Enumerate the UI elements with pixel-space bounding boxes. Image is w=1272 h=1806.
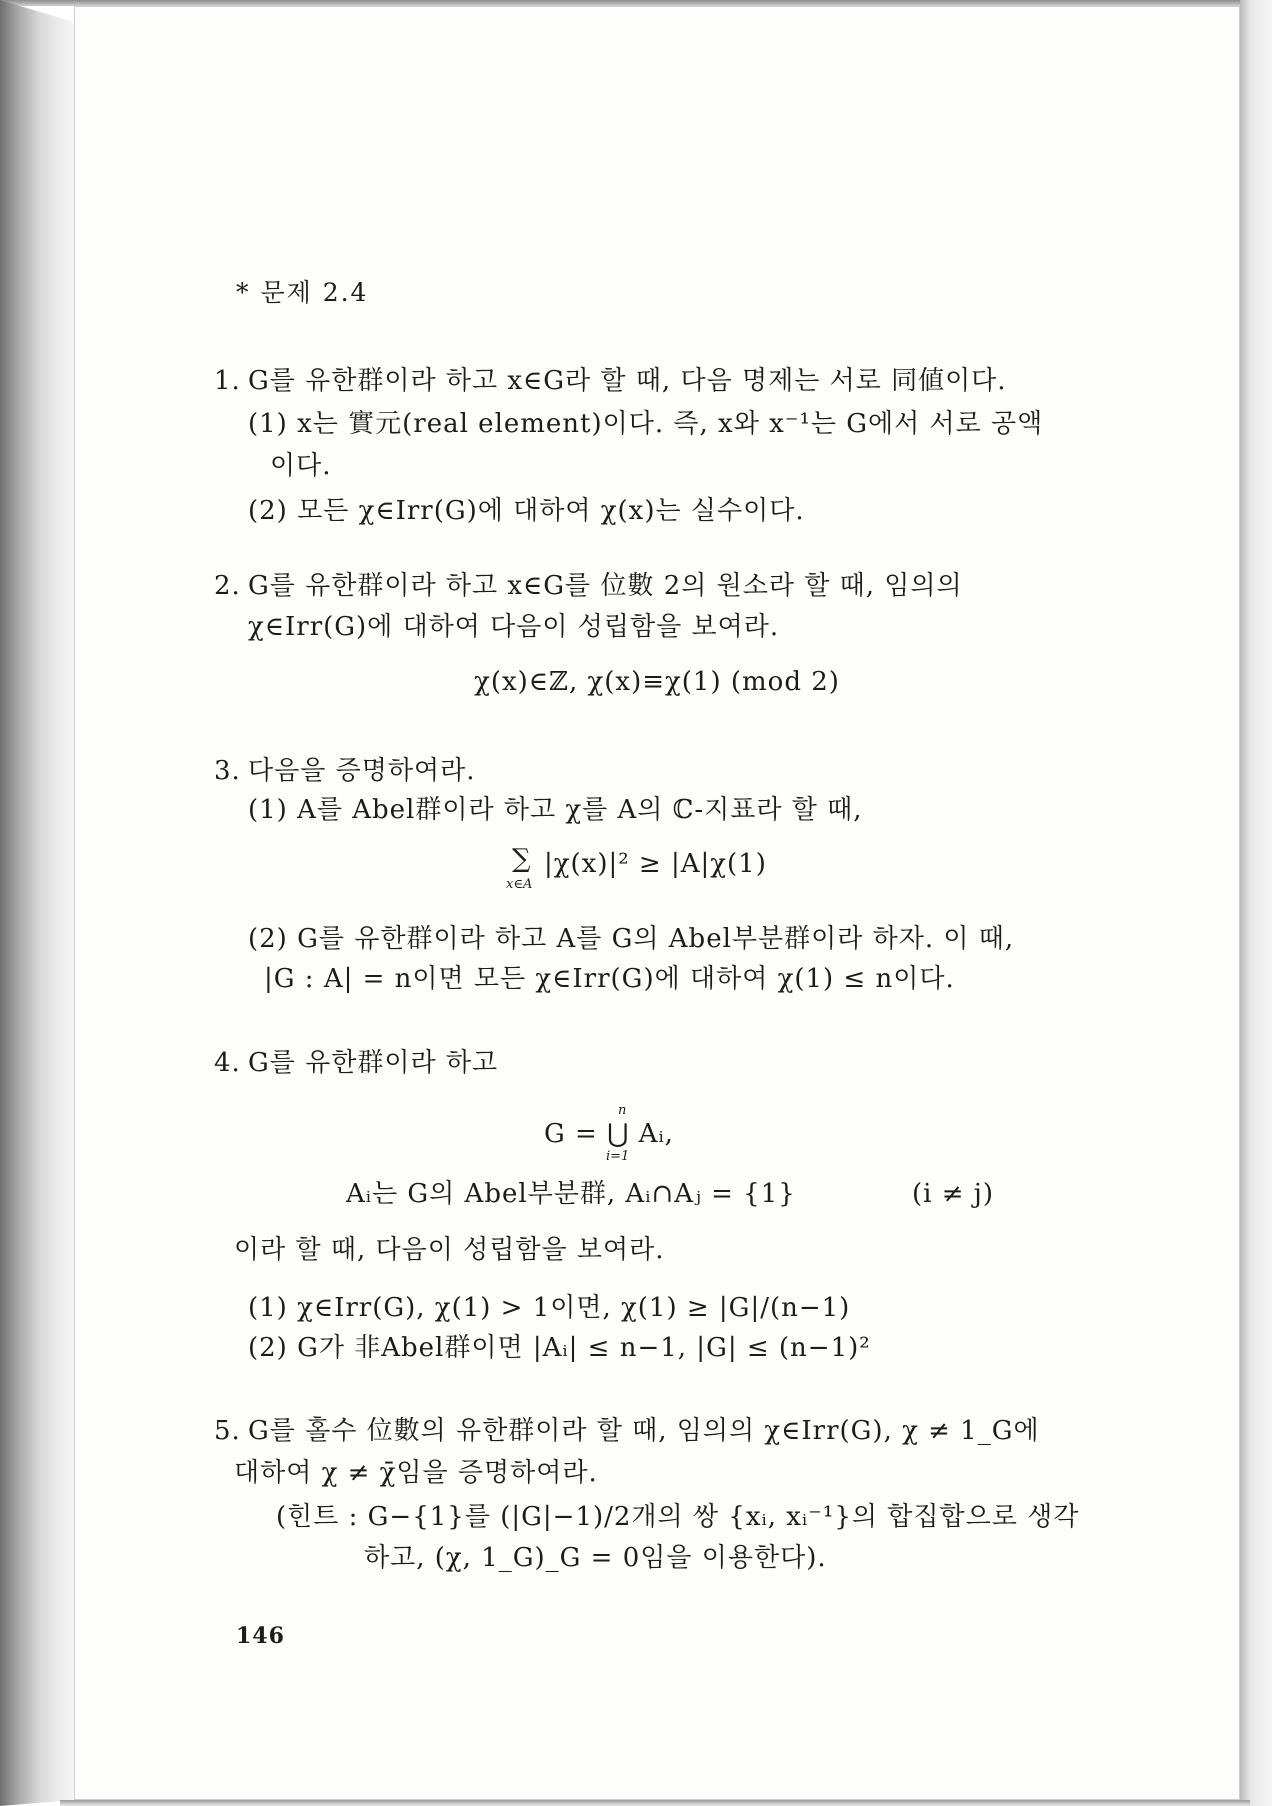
- problem-2: [214, 571, 963, 601]
- problem-1-item-1-cont: 이다.: [270, 451, 332, 481]
- book-bottom-shadow: [60, 1800, 1250, 1806]
- problem-4-item-1: (1) χ∈Irr(G), χ(1) > 1이면, χ(1) ≥ |G|/(n−1): [248, 1293, 851, 1323]
- problem-2-line-2: χ∈Irr(G)에 대하여 다음이 성립함을 보여라.: [248, 612, 780, 642]
- page-number: 146: [236, 1623, 285, 1649]
- problem-5-hint: (힌트 : G−{1}를 (|G|−1)/2개의 쌍 {xᵢ, xᵢ⁻¹}의 합집합으로 생각: [276, 1502, 1080, 1532]
- problem-3-item-1: (1) A를 Abel群이라 하고 χ를 A의 ℂ-지표라 할 때,: [248, 795, 863, 825]
- problem-number: 2.: [214, 571, 241, 601]
- problem-1: [214, 366, 1007, 396]
- problem-5: [214, 1416, 1040, 1446]
- problem-3-item-2-cont: |G : A| = n이면 모든 χ∈Irr(G)에 대하여 χ(1) ≤ n이다.: [264, 964, 955, 994]
- problem-number: 4.: [214, 1048, 241, 1078]
- section-heading: * 문제 2.4: [236, 278, 369, 307]
- problem-text: G를 홀수 位數의 유한群이라 할 때, 임의의 χ∈Irr(G), χ ≠ 1_G에: [248, 1416, 1040, 1446]
- book-page: [74, 6, 1240, 1800]
- union-upper-index: n: [618, 1103, 627, 1118]
- book-left-edge: [0, 0, 74, 1806]
- problem-text: G를 유한群이라 하고 x∈G를 位數 2의 원소라 할 때, 임의의: [248, 571, 963, 601]
- problem-text: G를 유한群이라 하고: [248, 1048, 499, 1078]
- problem-3: [214, 756, 475, 786]
- problem-text: G를 유한群이라 하고 x∈G라 할 때, 다음 명제는 서로 同値이다.: [248, 366, 1007, 396]
- book-right-shadow: [1240, 0, 1272, 1806]
- problem-5-line-2: 대하여 χ ≠ χ̄임을 증명하여라.: [234, 1458, 598, 1488]
- problem-3-sum-formula: |χ(x)|² ≥ |A|χ(1): [544, 849, 767, 879]
- problem-number: 5.: [214, 1416, 241, 1446]
- problem-3-item-2: (2) G를 유한群이라 하고 A를 G의 Abel부분群이라 하자. 이 때,: [248, 924, 1015, 954]
- problem-4-condition-note: (i ≠ j): [912, 1179, 994, 1209]
- problem-4-union-formula: G = ⋃ Aᵢ,: [544, 1119, 674, 1149]
- problem-text: 다음을 증명하여라.: [248, 756, 476, 786]
- problem-4-condition: Aᵢ는 G의 Abel부분群, Aᵢ∩Aⱼ = {1}: [346, 1179, 796, 1209]
- problem-4-line-2: 이라 할 때, 다음이 성립함을 보여라.: [234, 1235, 665, 1265]
- problem-4: [214, 1048, 498, 1078]
- problem-2-formula: χ(x)∈ℤ, χ(x)≡χ(1) (mod 2): [474, 667, 840, 697]
- problem-1-item-2: (2) 모든 χ∈Irr(G)에 대하여 χ(x)는 실수이다.: [248, 496, 805, 526]
- problem-number: 1.: [214, 366, 241, 396]
- problem-5-hint-cont: 하고, (χ, 1_G)_G = 0임을 이용한다).: [364, 1543, 827, 1573]
- problem-number: 3.: [214, 756, 241, 786]
- problem-4-item-2: (2) G가 非Abel群이면 |Aᵢ| ≤ n−1, |G| ≤ (n−1)²: [248, 1333, 871, 1363]
- sum-index: x∈A: [506, 877, 533, 892]
- sum-symbol: ∑: [512, 844, 531, 874]
- problem-1-item-1: (1) x는 實元(real element)이다. 즉, x와 x⁻¹는 G에서 서로 공액: [248, 409, 1044, 439]
- union-lower-index: i=1: [606, 1149, 630, 1164]
